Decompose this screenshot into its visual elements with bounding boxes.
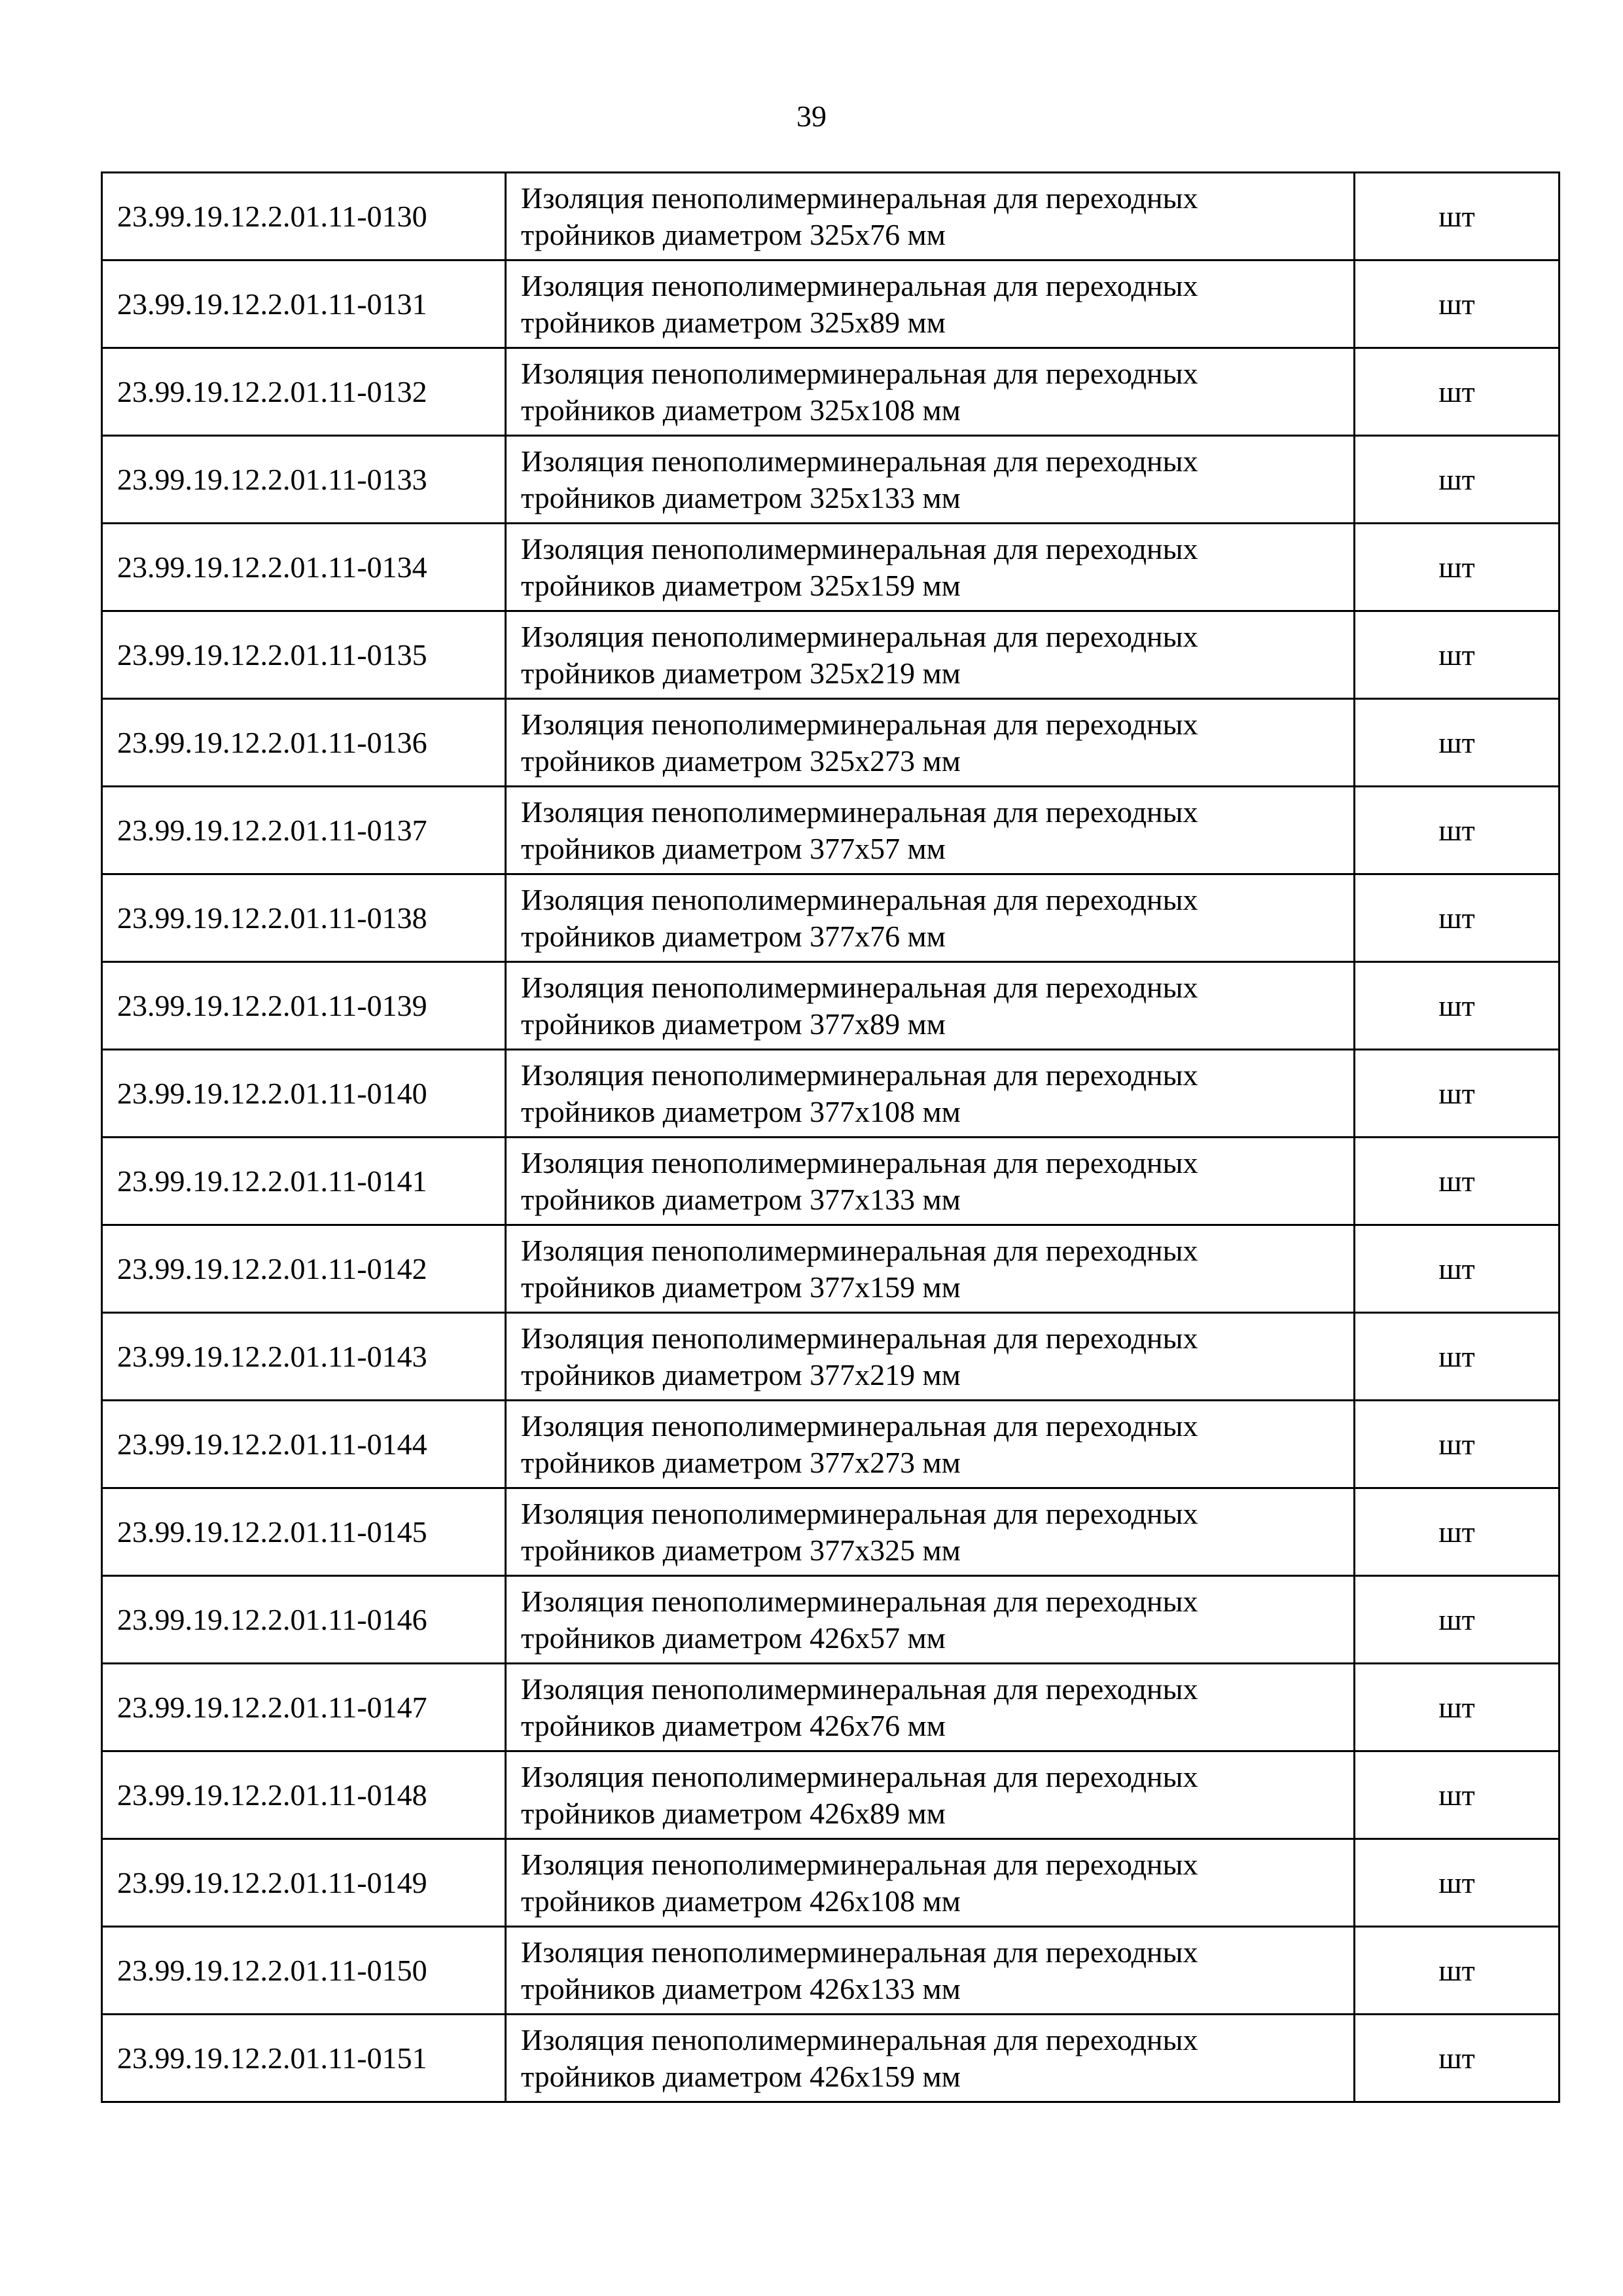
table-row bbox=[102, 2015, 1560, 2102]
description-cell bbox=[506, 348, 1355, 436]
description-line-2: тройников диаметром 325х159 мм bbox=[521, 569, 961, 602]
unit-cell: шт bbox=[1355, 1313, 1560, 1401]
description-line-2: тройников диаметром 377х159 мм bbox=[521, 1270, 961, 1304]
unit-cell: шт bbox=[1355, 962, 1560, 1050]
unit-cell: шт bbox=[1355, 260, 1560, 348]
description-cell bbox=[506, 2015, 1355, 2102]
description-line-1: Изоляция пенополимерминеральная для переходных bbox=[521, 1234, 1198, 1267]
description-cell bbox=[506, 1664, 1355, 1751]
table-row bbox=[102, 699, 1560, 787]
description-line-2: тройников диаметром 325х76 мм bbox=[521, 218, 946, 251]
description-cell bbox=[506, 1225, 1355, 1313]
resource-code-cell: 23.99.19.12.2.01.11-0142 bbox=[102, 1225, 506, 1313]
description-cell bbox=[506, 173, 1355, 260]
resource-code-cell: 23.99.19.12.2.01.11-0130 bbox=[102, 173, 506, 260]
unit-cell: шт bbox=[1355, 1839, 1560, 1927]
description-line-1: Изоляция пенополимерминеральная для переходных bbox=[521, 1321, 1198, 1355]
description-line-1: Изоляция пенополимерминеральная для переходных bbox=[521, 795, 1198, 829]
description-cell bbox=[506, 1138, 1355, 1225]
table-row bbox=[102, 436, 1560, 524]
description-line-2: тройников диаметром 377х89 мм bbox=[521, 1007, 946, 1041]
table-row bbox=[102, 1576, 1560, 1664]
description-line-2: тройников диаметром 377х133 мм bbox=[521, 1183, 961, 1216]
table-row bbox=[102, 1225, 1560, 1313]
resource-code-cell: 23.99.19.12.2.01.11-0132 bbox=[102, 348, 506, 436]
description-line-1: Изоляция пенополимерминеральная для переходных bbox=[521, 1585, 1198, 1618]
table-row bbox=[102, 173, 1560, 260]
description-line-1: Изоляция пенополимерминеральная для переходных bbox=[521, 620, 1198, 653]
description-line-1: Изоляция пенополимерминеральная для переходных bbox=[521, 1146, 1198, 1179]
description-cell bbox=[506, 1576, 1355, 1664]
description-line-2: тройников диаметром 426х57 мм bbox=[521, 1621, 946, 1655]
description-line-2: тройников диаметром 377х219 мм bbox=[521, 1358, 961, 1391]
unit-cell: шт bbox=[1355, 874, 1560, 962]
resource-code-cell: 23.99.19.12.2.01.11-0135 bbox=[102, 611, 506, 699]
description-cell bbox=[506, 874, 1355, 962]
description-line-1: Изоляция пенополимерминеральная для переходных bbox=[521, 1848, 1198, 1881]
resource-code-cell: 23.99.19.12.2.01.11-0139 bbox=[102, 962, 506, 1050]
resource-code-cell: 23.99.19.12.2.01.11-0145 bbox=[102, 1488, 506, 1576]
unit-cell: шт bbox=[1355, 1664, 1560, 1751]
resource-code-cell: 23.99.19.12.2.01.11-0140 bbox=[102, 1050, 506, 1138]
description-cell bbox=[506, 611, 1355, 699]
unit-cell: шт bbox=[1355, 173, 1560, 260]
description-cell bbox=[506, 260, 1355, 348]
unit-cell: шт bbox=[1355, 1225, 1560, 1313]
description-line-2: тройников диаметром 377х57 мм bbox=[521, 832, 946, 865]
description-line-2: тройников диаметром 377х76 мм bbox=[521, 920, 946, 953]
unit-cell: шт bbox=[1355, 1927, 1560, 2015]
description-cell bbox=[506, 1839, 1355, 1927]
description-cell bbox=[506, 524, 1355, 611]
unit-cell: шт bbox=[1355, 348, 1560, 436]
resource-code-cell: 23.99.19.12.2.01.11-0144 bbox=[102, 1401, 506, 1488]
description-line-2: тройников диаметром 426х89 мм bbox=[521, 1797, 946, 1830]
unit-cell: шт bbox=[1355, 699, 1560, 787]
table-row bbox=[102, 1401, 1560, 1488]
resource-code-cell: 23.99.19.12.2.01.11-0151 bbox=[102, 2015, 506, 2102]
table-row bbox=[102, 524, 1560, 611]
resource-code-cell: 23.99.19.12.2.01.11-0133 bbox=[102, 436, 506, 524]
table-row bbox=[102, 1138, 1560, 1225]
unit-cell: шт bbox=[1355, 1138, 1560, 1225]
description-cell bbox=[506, 962, 1355, 1050]
resource-code-cell: 23.99.19.12.2.01.11-0148 bbox=[102, 1751, 506, 1839]
resource-code-cell: 23.99.19.12.2.01.11-0134 bbox=[102, 524, 506, 611]
resource-code-cell: 23.99.19.12.2.01.11-0149 bbox=[102, 1839, 506, 1927]
description-line-1: Изоляция пенополимерминеральная для переходных bbox=[521, 883, 1198, 916]
page-number: 39 bbox=[796, 99, 827, 133]
unit-cell: шт bbox=[1355, 2015, 1560, 2102]
unit-cell: шт bbox=[1355, 1050, 1560, 1138]
unit-cell: шт bbox=[1355, 1488, 1560, 1576]
description-line-1: Изоляция пенополимерминеральная для переходных bbox=[521, 357, 1198, 390]
table-row bbox=[102, 1839, 1560, 1927]
table-row bbox=[102, 260, 1560, 348]
description-line-2: тройников диаметром 325х108 мм bbox=[521, 393, 961, 427]
description-cell bbox=[506, 436, 1355, 524]
description-line-1: Изоляция пенополимерминеральная для переходных bbox=[521, 1058, 1198, 1092]
description-line-2: тройников диаметром 426х108 мм bbox=[521, 1884, 961, 1918]
resource-code-cell: 23.99.19.12.2.01.11-0143 bbox=[102, 1313, 506, 1401]
description-cell bbox=[506, 1488, 1355, 1576]
unit-cell: шт bbox=[1355, 787, 1560, 874]
description-line-2: тройников диаметром 426х159 мм bbox=[521, 2060, 961, 2093]
description-line-2: тройников диаметром 377х108 мм bbox=[521, 1095, 961, 1128]
resource-code-cell: 23.99.19.12.2.01.11-0137 bbox=[102, 787, 506, 874]
table-row bbox=[102, 1751, 1560, 1839]
items-table bbox=[101, 171, 1560, 2103]
unit-cell: шт bbox=[1355, 1576, 1560, 1664]
description-line-1: Изоляция пенополимерминеральная для переходных bbox=[521, 1672, 1198, 1706]
resource-code-cell: 23.99.19.12.2.01.11-0146 bbox=[102, 1576, 506, 1664]
table-row bbox=[102, 611, 1560, 699]
description-line-1: Изоляция пенополимерминеральная для переходных bbox=[521, 2023, 1198, 2056]
table-row bbox=[102, 1050, 1560, 1138]
description-cell bbox=[506, 787, 1355, 874]
table-row bbox=[102, 1313, 1560, 1401]
unit-cell: шт bbox=[1355, 1751, 1560, 1839]
description-cell bbox=[506, 1401, 1355, 1488]
description-line-1: Изоляция пенополимерминеральная для переходных bbox=[521, 181, 1198, 215]
description-cell bbox=[506, 1313, 1355, 1401]
resource-code-cell: 23.99.19.12.2.01.11-0141 bbox=[102, 1138, 506, 1225]
description-cell bbox=[506, 699, 1355, 787]
description-line-2: тройников диаметром 426х76 мм bbox=[521, 1709, 946, 1742]
table-row bbox=[102, 348, 1560, 436]
table-row bbox=[102, 1664, 1560, 1751]
table-row bbox=[102, 962, 1560, 1050]
description-line-1: Изоляция пенополимерминеральная для переходных bbox=[521, 971, 1198, 1004]
unit-cell: шт bbox=[1355, 1401, 1560, 1488]
resource-code-cell: 23.99.19.12.2.01.11-0150 bbox=[102, 1927, 506, 2015]
description-line-1: Изоляция пенополимерминеральная для переходных bbox=[521, 708, 1198, 741]
description-line-1: Изоляция пенополимерминеральная для переходных bbox=[521, 444, 1198, 478]
description-line-1: Изоляция пенополимерминеральная для переходных bbox=[521, 532, 1198, 565]
description-line-1: Изоляция пенополимерминеральная для переходных bbox=[521, 1935, 1198, 1969]
description-line-2: тройников диаметром 377х273 мм bbox=[521, 1446, 961, 1479]
description-cell bbox=[506, 1751, 1355, 1839]
description-line-1: Изоляция пенополимерминеральная для переходных bbox=[521, 1497, 1198, 1530]
table-row bbox=[102, 1488, 1560, 1576]
resource-code-cell: 23.99.19.12.2.01.11-0131 bbox=[102, 260, 506, 348]
description-line-2: тройников диаметром 325х133 мм bbox=[521, 481, 961, 514]
resource-code-cell: 23.99.19.12.2.01.11-0138 bbox=[102, 874, 506, 962]
table-row bbox=[102, 1927, 1560, 2015]
table-row bbox=[102, 874, 1560, 962]
unit-cell: шт bbox=[1355, 436, 1560, 524]
description-line-1: Изоляция пенополимерминеральная для переходных bbox=[521, 269, 1198, 302]
description-line-1: Изоляция пенополимерминеральная для переходных bbox=[521, 1760, 1198, 1793]
description-line-1: Изоляция пенополимерминеральная для переходных bbox=[521, 1409, 1198, 1443]
description-cell bbox=[506, 1050, 1355, 1138]
resource-code-cell: 23.99.19.12.2.01.11-0147 bbox=[102, 1664, 506, 1751]
table-row bbox=[102, 787, 1560, 874]
description-cell bbox=[506, 1927, 1355, 2015]
description-line-2: тройников диаметром 426х133 мм bbox=[521, 1972, 961, 2005]
resource-code-cell: 23.99.19.12.2.01.11-0136 bbox=[102, 699, 506, 787]
items-table-body bbox=[102, 173, 1560, 2102]
description-line-2: тройников диаметром 325х89 мм bbox=[521, 306, 946, 339]
unit-cell: шт bbox=[1355, 524, 1560, 611]
description-line-2: тройников диаметром 325х273 мм bbox=[521, 744, 961, 778]
description-line-2: тройников диаметром 377х325 мм bbox=[521, 1534, 961, 1567]
description-line-2: тройников диаметром 325х219 мм bbox=[521, 656, 961, 690]
unit-cell: шт bbox=[1355, 611, 1560, 699]
